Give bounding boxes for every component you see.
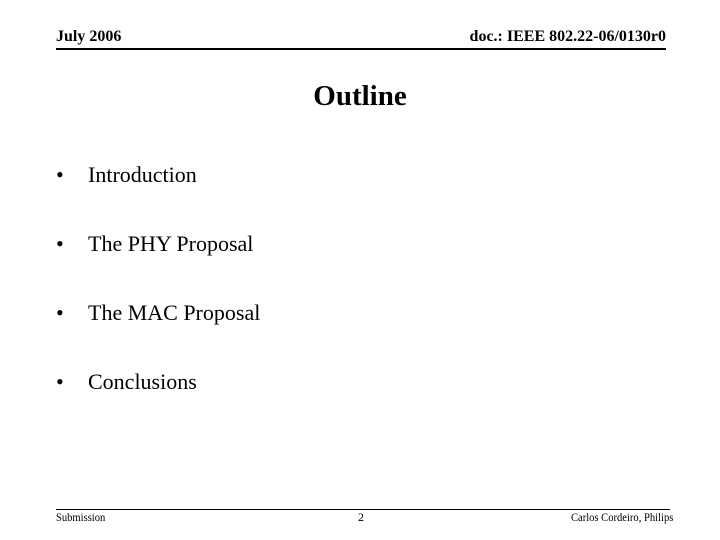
- list-item: [56, 300, 260, 326]
- bullet-dot-icon: •: [56, 300, 64, 325]
- bullet-dot-icon: •: [56, 162, 64, 187]
- list-item: [56, 231, 253, 257]
- bullet-dot-icon: •: [56, 369, 64, 394]
- bullet-text: The MAC Proposal: [88, 300, 261, 325]
- bullet-text: Introduction: [88, 162, 197, 187]
- list-item: [56, 369, 197, 395]
- header-rule: [56, 48, 666, 50]
- bullet-dot-icon: •: [56, 231, 64, 256]
- header-doc-id: doc.: IEEE 802.22-06/0130r0: [469, 28, 666, 45]
- bullet-text: The PHY Proposal: [88, 231, 254, 256]
- footer-page-number: 2: [358, 510, 364, 524]
- slide-title: Outline: [313, 80, 407, 112]
- list-item: [56, 162, 197, 188]
- header-date: July 2006: [56, 28, 122, 45]
- footer-submission: Submission: [56, 510, 106, 524]
- footer-author: Carlos Cordeiro, Philips: [570, 510, 673, 524]
- bullet-text: Conclusions: [88, 369, 197, 394]
